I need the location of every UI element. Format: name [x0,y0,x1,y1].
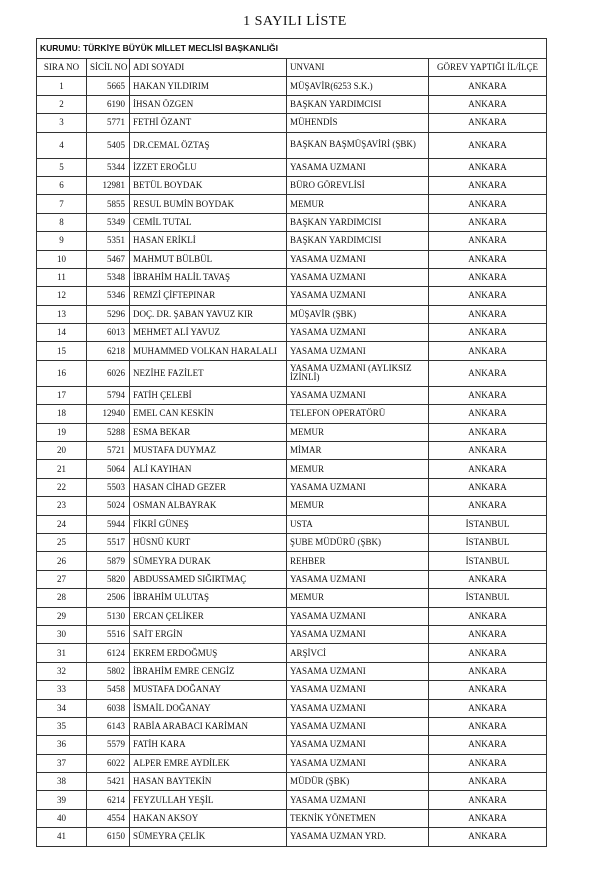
row-adi-soyadi: SÜMEYRA DURAK [130,552,287,570]
row-adi-soyadi: İBRAHİM HALİL TAVAŞ [130,268,287,286]
table-row [37,176,547,194]
row-adi-soyadi: FEYZULLAH YEŞİL [130,791,287,809]
table-row [37,195,547,213]
row-sira-no: 3 [37,114,87,132]
row-unvani: YASAMA UZMANI [287,754,429,772]
row-sicil-no: 5855 [87,195,130,213]
row-gorev-yeri: ANKARA [429,625,547,643]
row-sicil-no: 5503 [87,478,130,496]
row-gorev-yeri: ANKARA [429,754,547,772]
row-sicil-no: 6026 [87,360,130,386]
row-adi-soyadi: DOÇ. DR. ŞABAN YAVUZ KIR [130,305,287,323]
row-sira-no: 25 [37,533,87,551]
row-gorev-yeri: ANKARA [429,213,547,231]
row-unvani: YASAMA UZMANI [287,681,429,699]
row-gorev-yeri: ANKARA [429,460,547,478]
row-sicil-no: 5771 [87,114,130,132]
row-adi-soyadi: İZZET EROĞLU [130,158,287,176]
row-gorev-yeri: ANKARA [429,250,547,268]
row-adi-soyadi: NEZİHE FAZİLET [130,360,287,386]
row-unvani: YASAMA UZMANI [287,250,429,268]
staff-table [36,38,547,847]
row-sira-no: 20 [37,442,87,460]
row-sira-no: 36 [37,736,87,754]
header-adi-soyadi: ADI SOYADI [130,59,287,77]
row-gorev-yeri: ANKARA [429,324,547,342]
row-gorev-yeri: ANKARA [429,442,547,460]
row-sicil-no: 5802 [87,662,130,680]
row-sira-no: 30 [37,625,87,643]
row-sira-no: 23 [37,497,87,515]
row-sira-no: 21 [37,460,87,478]
institution-row [37,39,547,59]
row-adi-soyadi: RABİA ARABACI KARİMAN [130,717,287,735]
row-unvani: YASAMA UZMANI [287,607,429,625]
table-row [37,681,547,699]
row-sicil-no: 5344 [87,158,130,176]
row-unvani: YASAMA UZMANI [287,662,429,680]
row-sira-no: 9 [37,232,87,250]
row-gorev-yeri: ANKARA [429,423,547,441]
row-sicil-no: 5516 [87,625,130,643]
row-sira-no: 5 [37,158,87,176]
row-sira-no: 35 [37,717,87,735]
row-sira-no: 40 [37,809,87,827]
row-sira-no: 34 [37,699,87,717]
row-unvani: BAŞKAN YARDIMCISI [287,213,429,231]
row-sira-no: 18 [37,405,87,423]
row-unvani: MEMUR [287,497,429,515]
table-row [37,625,547,643]
row-gorev-yeri: ANKARA [429,497,547,515]
row-sira-no: 2 [37,95,87,113]
row-unvani: MEMUR [287,423,429,441]
row-gorev-yeri: ANKARA [429,828,547,846]
row-unvani: BAŞKAN YARDIMCISI [287,95,429,113]
row-gorev-yeri: ANKARA [429,132,547,158]
row-adi-soyadi: SAİT ERGİN [130,625,287,643]
row-gorev-yeri: ANKARA [429,791,547,809]
table-row [37,132,547,158]
row-unvani: REHBER [287,552,429,570]
row-sicil-no: 5349 [87,213,130,231]
table-row [37,773,547,791]
row-unvani: YASAMA UZMANI [287,625,429,643]
header-unvani: UNVANI [287,59,429,77]
row-adi-soyadi: EMEL CAN KESKİN [130,405,287,423]
row-sira-no: 31 [37,644,87,662]
row-sira-no: 16 [37,360,87,386]
row-adi-soyadi: ERCAN ÇELİKER [130,607,287,625]
row-sicil-no: 6150 [87,828,130,846]
table-row [37,114,547,132]
table-row [37,754,547,772]
row-unvani: MEMUR [287,195,429,213]
row-adi-soyadi: SÜMEYRA ÇELİK [130,828,287,846]
row-unvani: MÜDÜR (ŞBK) [287,773,429,791]
row-sira-no: 22 [37,478,87,496]
row-adi-soyadi: ALPER EMRE AYDİLEK [130,754,287,772]
row-adi-soyadi: HASAN CİHAD GEZER [130,478,287,496]
table-row [37,478,547,496]
table-row [37,662,547,680]
row-unvani: ŞUBE MÜDÜRÜ (ŞBK) [287,533,429,551]
row-unvani: YASAMA UZMANI [287,287,429,305]
table-row [37,607,547,625]
row-sira-no: 10 [37,250,87,268]
row-adi-soyadi: BETÜL BOYDAK [130,176,287,194]
row-sira-no: 27 [37,570,87,588]
table-row [37,232,547,250]
table-row [37,828,547,846]
row-sicil-no: 5517 [87,533,130,551]
table-row [37,497,547,515]
row-gorev-yeri: ANKARA [429,699,547,717]
row-sicil-no: 5944 [87,515,130,533]
row-sicil-no: 6013 [87,324,130,342]
row-sira-no: 38 [37,773,87,791]
row-adi-soyadi: HAKAN YILDIRIM [130,77,287,95]
row-sira-no: 39 [37,791,87,809]
row-adi-soyadi: FATİH KARA [130,736,287,754]
row-adi-soyadi: MUHAMMED VOLKAN HARALALI [130,342,287,360]
row-sicil-no: 5458 [87,681,130,699]
row-sira-no: 1 [37,77,87,95]
table-row [37,699,547,717]
row-sicil-no: 6038 [87,699,130,717]
row-gorev-yeri: ANKARA [429,662,547,680]
row-adi-soyadi: İSMAİL DOĞANAY [130,699,287,717]
row-adi-soyadi: İHSAN ÖZGEN [130,95,287,113]
row-gorev-yeri: ANKARA [429,405,547,423]
row-gorev-yeri: İSTANBUL [429,515,547,533]
row-unvani: YASAMA UZMANI [287,268,429,286]
row-adi-soyadi: EKREM ERDOĞMUŞ [130,644,287,662]
row-sicil-no: 5064 [87,460,130,478]
row-sira-no: 8 [37,213,87,231]
row-unvani: YASAMA UZMANI [287,324,429,342]
row-sicil-no: 5467 [87,250,130,268]
row-sira-no: 29 [37,607,87,625]
row-adi-soyadi: CEMİL TUTAL [130,213,287,231]
row-gorev-yeri: ANKARA [429,176,547,194]
table-row [37,552,547,570]
row-unvani: YASAMA UZMAN YRD. [287,828,429,846]
row-adi-soyadi: MAHMUT BÜLBÜL [130,250,287,268]
row-sira-no: 26 [37,552,87,570]
table-row [37,95,547,113]
row-sira-no: 4 [37,132,87,158]
row-sira-no: 12 [37,287,87,305]
row-sicil-no: 4554 [87,809,130,827]
row-gorev-yeri: ANKARA [429,77,547,95]
row-gorev-yeri: ANKARA [429,305,547,323]
row-gorev-yeri: ANKARA [429,386,547,404]
row-sicil-no: 5879 [87,552,130,570]
row-sira-no: 11 [37,268,87,286]
row-unvani: MÜŞAVİR(6253 S.K.) [287,77,429,95]
row-gorev-yeri: ANKARA [429,809,547,827]
row-sicil-no: 5794 [87,386,130,404]
row-adi-soyadi: FİKRİ GÜNEŞ [130,515,287,533]
row-unvani: MEMUR [287,589,429,607]
row-gorev-yeri: ANKARA [429,681,547,699]
header-sira-no: SIRA NO [37,59,87,77]
row-sira-no: 6 [37,176,87,194]
row-sicil-no: 5351 [87,232,130,250]
row-sira-no: 17 [37,386,87,404]
row-sicil-no: 6143 [87,717,130,735]
row-unvani: BÜRO GÖREVLİSİ [287,176,429,194]
table-row [37,460,547,478]
row-sicil-no: 2506 [87,589,130,607]
row-sicil-no: 6190 [87,95,130,113]
row-gorev-yeri: ANKARA [429,95,547,113]
row-gorev-yeri: ANKARA [429,114,547,132]
row-adi-soyadi: OSMAN ALBAYRAK [130,497,287,515]
institution-name: KURUMU: TÜRKİYE BÜYÜK MİLLET MECLİSİ BAŞKANLIĞI [37,39,547,59]
row-sira-no: 37 [37,754,87,772]
row-adi-soyadi: FETHİ ÖZANT [130,114,287,132]
staff-list-sheet [36,38,546,847]
header-row [37,59,547,77]
table-row [37,386,547,404]
table-row [37,809,547,827]
table-row [37,442,547,460]
page-title: 1 SAYILI LİSTE [243,14,347,29]
table-row [37,342,547,360]
row-adi-soyadi: HASAN BAYTEKİN [130,773,287,791]
row-sicil-no: 5665 [87,77,130,95]
row-unvani: YASAMA UZMANI [287,699,429,717]
row-sicil-no: 5130 [87,607,130,625]
row-sira-no: 7 [37,195,87,213]
row-unvani: YASAMA UZMANI [287,386,429,404]
row-sira-no: 32 [37,662,87,680]
row-gorev-yeri: ANKARA [429,736,547,754]
table-row [37,423,547,441]
table-row [37,791,547,809]
row-adi-soyadi: İBRAHİM ULUTAŞ [130,589,287,607]
row-adi-soyadi: HASAN ERİKLİ [130,232,287,250]
row-sira-no: 33 [37,681,87,699]
row-gorev-yeri: ANKARA [429,607,547,625]
row-gorev-yeri: ANKARA [429,644,547,662]
table-row [37,324,547,342]
row-gorev-yeri: ANKARA [429,287,547,305]
row-unvani: USTA [287,515,429,533]
row-unvani: YASAMA UZMANI [287,736,429,754]
table-row [37,287,547,305]
row-unvani: MÜŞAVİR (ŞBK) [287,305,429,323]
row-unvani: YASAMA UZMANI [287,342,429,360]
row-sira-no: 15 [37,342,87,360]
row-unvani: YASAMA UZMANI [287,478,429,496]
table-row [37,405,547,423]
row-gorev-yeri: ANKARA [429,478,547,496]
row-sicil-no: 5348 [87,268,130,286]
row-adi-soyadi: RESUL BUMİN BOYDAK [130,195,287,213]
row-sira-no: 13 [37,305,87,323]
row-adi-soyadi: ABDUSSAMED SIĞIRTMAÇ [130,570,287,588]
row-adi-soyadi: MUSTAFA DOĞANAY [130,681,287,699]
row-sicil-no: 5346 [87,287,130,305]
row-gorev-yeri: İSTANBUL [429,552,547,570]
header-sicil-no: SİCİL NO [87,59,130,77]
row-adi-soyadi: MEHMET ALİ YAVUZ [130,324,287,342]
row-gorev-yeri: ANKARA [429,342,547,360]
row-unvani: YASAMA UZMANI [287,791,429,809]
row-adi-soyadi: FATİH ÇELEBİ [130,386,287,404]
row-sira-no: 28 [37,589,87,607]
row-sicil-no: 6022 [87,754,130,772]
row-sicil-no: 6218 [87,342,130,360]
row-sicil-no: 5820 [87,570,130,588]
table-row [37,589,547,607]
row-sicil-no: 5288 [87,423,130,441]
row-gorev-yeri: ANKARA [429,717,547,735]
row-unvani: ARŞİVCİ [287,644,429,662]
row-sira-no: 24 [37,515,87,533]
table-row [37,515,547,533]
row-adi-soyadi: ALİ KAYIHAN [130,460,287,478]
table-row [37,644,547,662]
row-unvani: MİMAR [287,442,429,460]
header-gorev-yeri: GÖREV YAPTIĞI İL/İLÇE [429,59,547,77]
row-adi-soyadi: HÜSNÜ KURT [130,533,287,551]
table-row [37,570,547,588]
row-unvani: BAŞKAN YARDIMCISI [287,232,429,250]
table-row [37,158,547,176]
row-adi-soyadi: ESMA BEKAR [130,423,287,441]
row-sicil-no: 5421 [87,773,130,791]
row-unvani: YASAMA UZMANI (AYLIKSIZ İZİNLİ) [287,360,429,386]
row-sicil-no: 6124 [87,644,130,662]
row-unvani: TELEFON OPERATÖRÜ [287,405,429,423]
row-sicil-no: 5405 [87,132,130,158]
row-sicil-no: 5721 [87,442,130,460]
row-unvani: BAŞKAN BAŞMÜŞAVİRİ (ŞBK) [287,132,429,158]
row-sicil-no: 5579 [87,736,130,754]
row-unvani: YASAMA UZMANI [287,570,429,588]
row-unvani: MEMUR [287,460,429,478]
row-gorev-yeri: İSTANBUL [429,533,547,551]
row-unvani: MÜHENDİS [287,114,429,132]
row-sicil-no: 6214 [87,791,130,809]
row-adi-soyadi: MUSTAFA DUYMAZ [130,442,287,460]
table-row [37,717,547,735]
table-row [37,360,547,386]
row-sicil-no: 12981 [87,176,130,194]
row-sira-no: 41 [37,828,87,846]
table-row [37,736,547,754]
row-sicil-no: 5024 [87,497,130,515]
row-gorev-yeri: ANKARA [429,195,547,213]
row-gorev-yeri: ANKARA [429,268,547,286]
row-sira-no: 14 [37,324,87,342]
row-adi-soyadi: İBRAHİM EMRE CENGİZ [130,662,287,680]
row-gorev-yeri: ANKARA [429,232,547,250]
row-unvani: TEKNİK YÖNETMEN [287,809,429,827]
table-row [37,77,547,95]
table-row [37,305,547,323]
row-unvani: YASAMA UZMANI [287,717,429,735]
table-row [37,250,547,268]
table-row [37,533,547,551]
row-adi-soyadi: HAKAN AKSOY [130,809,287,827]
table-row [37,268,547,286]
row-sicil-no: 12940 [87,405,130,423]
row-adi-soyadi: REMZİ ÇİFTEPINAR [130,287,287,305]
row-gorev-yeri: ANKARA [429,773,547,791]
row-gorev-yeri: ANKARA [429,360,547,386]
row-adi-soyadi: DR.CEMAL ÖZTAŞ [130,132,287,158]
row-gorev-yeri: İSTANBUL [429,589,547,607]
row-sira-no: 19 [37,423,87,441]
row-gorev-yeri: ANKARA [429,570,547,588]
row-gorev-yeri: ANKARA [429,158,547,176]
row-unvani: YASAMA UZMANI [287,158,429,176]
table-row [37,213,547,231]
row-sicil-no: 5296 [87,305,130,323]
